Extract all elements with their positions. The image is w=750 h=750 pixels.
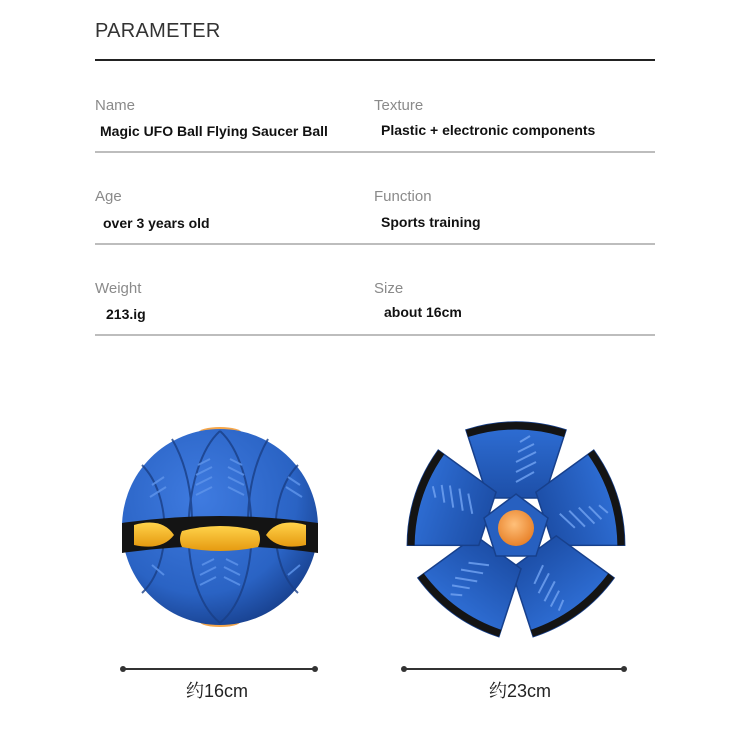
ball-size-dimension-line: [123, 668, 315, 670]
param-value: Plastic + electronic components: [381, 122, 596, 138]
ball-size-label: 约16cm: [186, 681, 249, 701]
param-value: 213.ig: [106, 306, 146, 322]
param-value: about 16cm: [384, 304, 462, 320]
param-row-1: [95, 61, 655, 153]
ufo-ball-open-image: [404, 416, 628, 640]
param-label: Size: [374, 280, 404, 297]
ufo-ball-icon: [112, 425, 328, 630]
ufo-ball-closed-image: [112, 425, 328, 630]
row-divider: [95, 334, 655, 336]
saucer-size-dimension-line: [404, 668, 624, 670]
param-value: over 3 years old: [103, 215, 210, 231]
param-label: Function: [374, 188, 432, 205]
param-label: Age: [95, 188, 122, 205]
param-label: Name: [95, 97, 136, 114]
saucer-size-label: 约23cm: [489, 681, 552, 701]
param-value: Sports training: [381, 214, 481, 230]
param-label: Weight: [95, 280, 142, 297]
parameter-title: PARAMETER: [95, 20, 221, 42]
param-row-3: [95, 244, 655, 336]
ufo-saucer-icon: [404, 416, 628, 640]
param-label: Texture: [374, 97, 424, 114]
param-row-2: [95, 153, 655, 245]
param-value: Magic UFO Ball Flying Saucer Ball: [100, 123, 328, 139]
